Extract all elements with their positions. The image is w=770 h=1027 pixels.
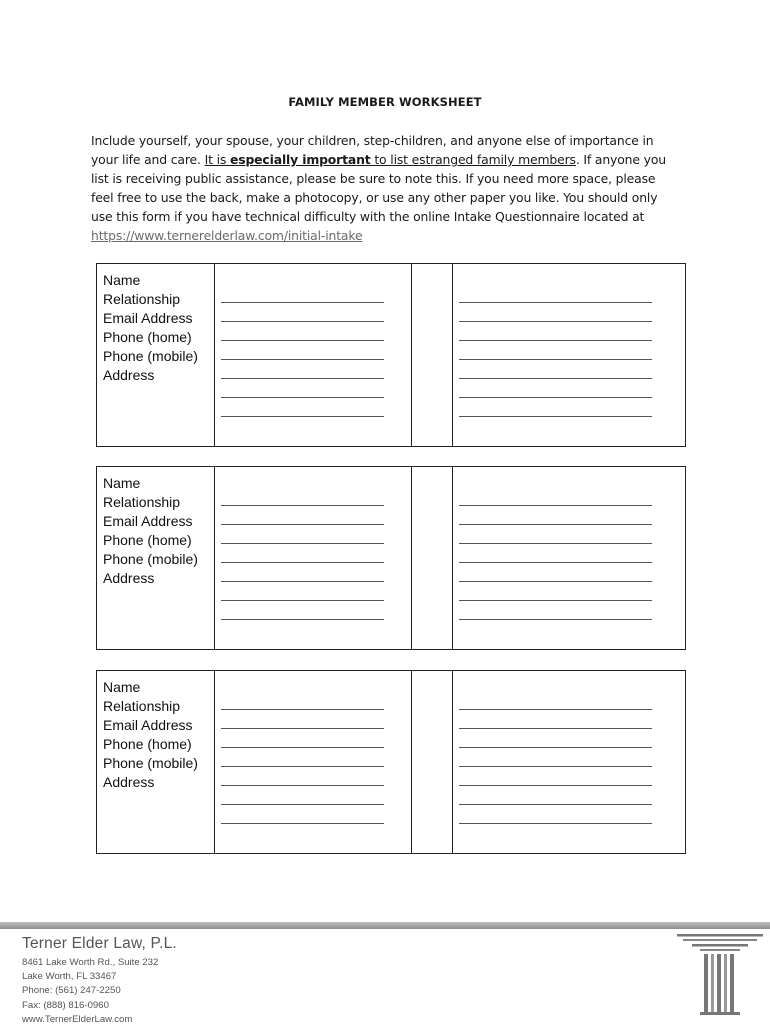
blank-entry-line[interactable] [221,729,384,748]
family-member-block [96,466,686,650]
field-label: Address [103,774,155,790]
family-member-block [96,670,686,854]
intro-text-2: . If anyone you list is receiving public assistance, please be sure to note this. If you need more space, please feel free to use the back, make a photocopy, or use any other paper you like. You should only use this form if you have technical difficulty with the online Intake Questionnaire located at [91,152,666,224]
blank-entry-line[interactable] [459,379,652,398]
blank-entry-line[interactable] [459,691,652,710]
entry-column-right [459,487,652,620]
column-divider [452,467,453,649]
column-divider [452,671,453,853]
pillar-logo-icon [674,932,766,1016]
blank-entry-line[interactable] [459,525,652,544]
entry-column-right [459,691,652,824]
field-label: Phone (mobile) [103,348,198,364]
column-divider [452,264,453,446]
firm-website[interactable]: www.TernerElderLaw.com [22,1013,133,1025]
blank-entry-line[interactable] [221,487,384,506]
intake-link[interactable]: https://www.ternerelderlaw.com/initial-intake [91,228,363,243]
blank-entry-line[interactable] [459,582,652,601]
firm-address-line1: 8461 Lake Worth Rd., Suite 232 [22,957,159,968]
entry-column-left [221,284,384,417]
blank-entry-line[interactable] [221,341,384,360]
blank-entry-line[interactable] [221,506,384,525]
worksheet-title: FAMILY MEMBER WORKSHEET [288,95,482,109]
field-label: Relationship [103,291,181,307]
field-label: Name [103,475,141,491]
blank-entry-line[interactable] [221,544,384,563]
blank-entry-line[interactable] [459,398,652,417]
blank-entry-line[interactable] [459,748,652,767]
blank-entry-line[interactable] [221,379,384,398]
blank-entry-line[interactable] [459,284,652,303]
blank-entry-line[interactable] [221,360,384,379]
firm-phone: Phone: (561) 247-2250 [22,985,121,997]
intro-paragraph [91,131,681,245]
firm-address-line2: Lake Worth, FL 33467 [22,971,117,983]
entry-column-left [221,487,384,620]
field-label: Phone (home) [103,329,192,345]
blank-entry-line[interactable] [221,767,384,786]
blank-entry-line[interactable] [221,525,384,544]
intro-emphasis [205,152,576,167]
blank-entry-line[interactable] [221,398,384,417]
blank-entry-line[interactable] [221,284,384,303]
blank-entry-line[interactable] [459,487,652,506]
firm-name: Terner Elder Law, P.L. [22,935,177,952]
field-label: Address [103,367,155,383]
field-label: Phone (mobile) [103,551,198,567]
field-label: Address [103,570,155,586]
field-label: Name [103,272,141,288]
blank-entry-line[interactable] [221,322,384,341]
intro-emphasis-post: to list estranged family members [370,152,576,167]
blank-entry-line[interactable] [221,303,384,322]
blank-entry-line[interactable] [221,563,384,582]
field-labels [103,474,198,588]
blank-entry-line[interactable] [459,506,652,525]
blank-entry-line[interactable] [221,748,384,767]
blank-entry-line[interactable] [459,786,652,805]
entry-column-right [459,284,652,417]
family-member-block [96,263,686,447]
footer-divider [0,922,770,929]
field-label: Phone (mobile) [103,755,198,771]
field-label: Email Address [103,717,193,733]
blank-entry-line[interactable] [459,729,652,748]
blank-entry-line[interactable] [459,805,652,824]
column-divider [411,264,412,446]
blank-entry-line[interactable] [221,601,384,620]
column-divider [214,671,215,853]
column-divider [411,671,412,853]
blank-entry-line[interactable] [459,360,652,379]
intro-emphasis-pre: It is [204,152,230,167]
field-labels [103,678,198,792]
blank-entry-line[interactable] [459,767,652,786]
field-label: Phone (home) [103,736,192,752]
field-label: Relationship [103,494,181,510]
blank-entry-line[interactable] [221,805,384,824]
blank-entry-line[interactable] [459,341,652,360]
blank-entry-line[interactable] [459,601,652,620]
column-divider [214,467,215,649]
field-label: Phone (home) [103,532,192,548]
field-label: Email Address [103,310,193,326]
field-label: Name [103,679,141,695]
column-divider [214,264,215,446]
footer-letterhead [22,935,177,1027]
blank-entry-line[interactable] [221,691,384,710]
intro-emphasis-bold: especially important [229,152,371,167]
blank-entry-line[interactable] [221,582,384,601]
firm-fax: Fax: (888) 816-0960 [22,999,109,1011]
field-label: Relationship [103,698,181,714]
intro-text-1: Include yourself, your spouse, your children, step-children, and anyone else of importance in your life and care. [91,133,654,167]
entry-column-left [221,691,384,824]
blank-entry-line[interactable] [221,710,384,729]
blank-entry-line[interactable] [459,563,652,582]
column-divider [411,467,412,649]
field-labels [103,271,198,385]
blank-entry-line[interactable] [459,710,652,729]
blank-entry-line[interactable] [221,786,384,805]
blank-entry-line[interactable] [459,322,652,341]
blank-entry-line[interactable] [459,303,652,322]
field-label: Email Address [103,513,193,529]
blank-entry-line[interactable] [459,544,652,563]
